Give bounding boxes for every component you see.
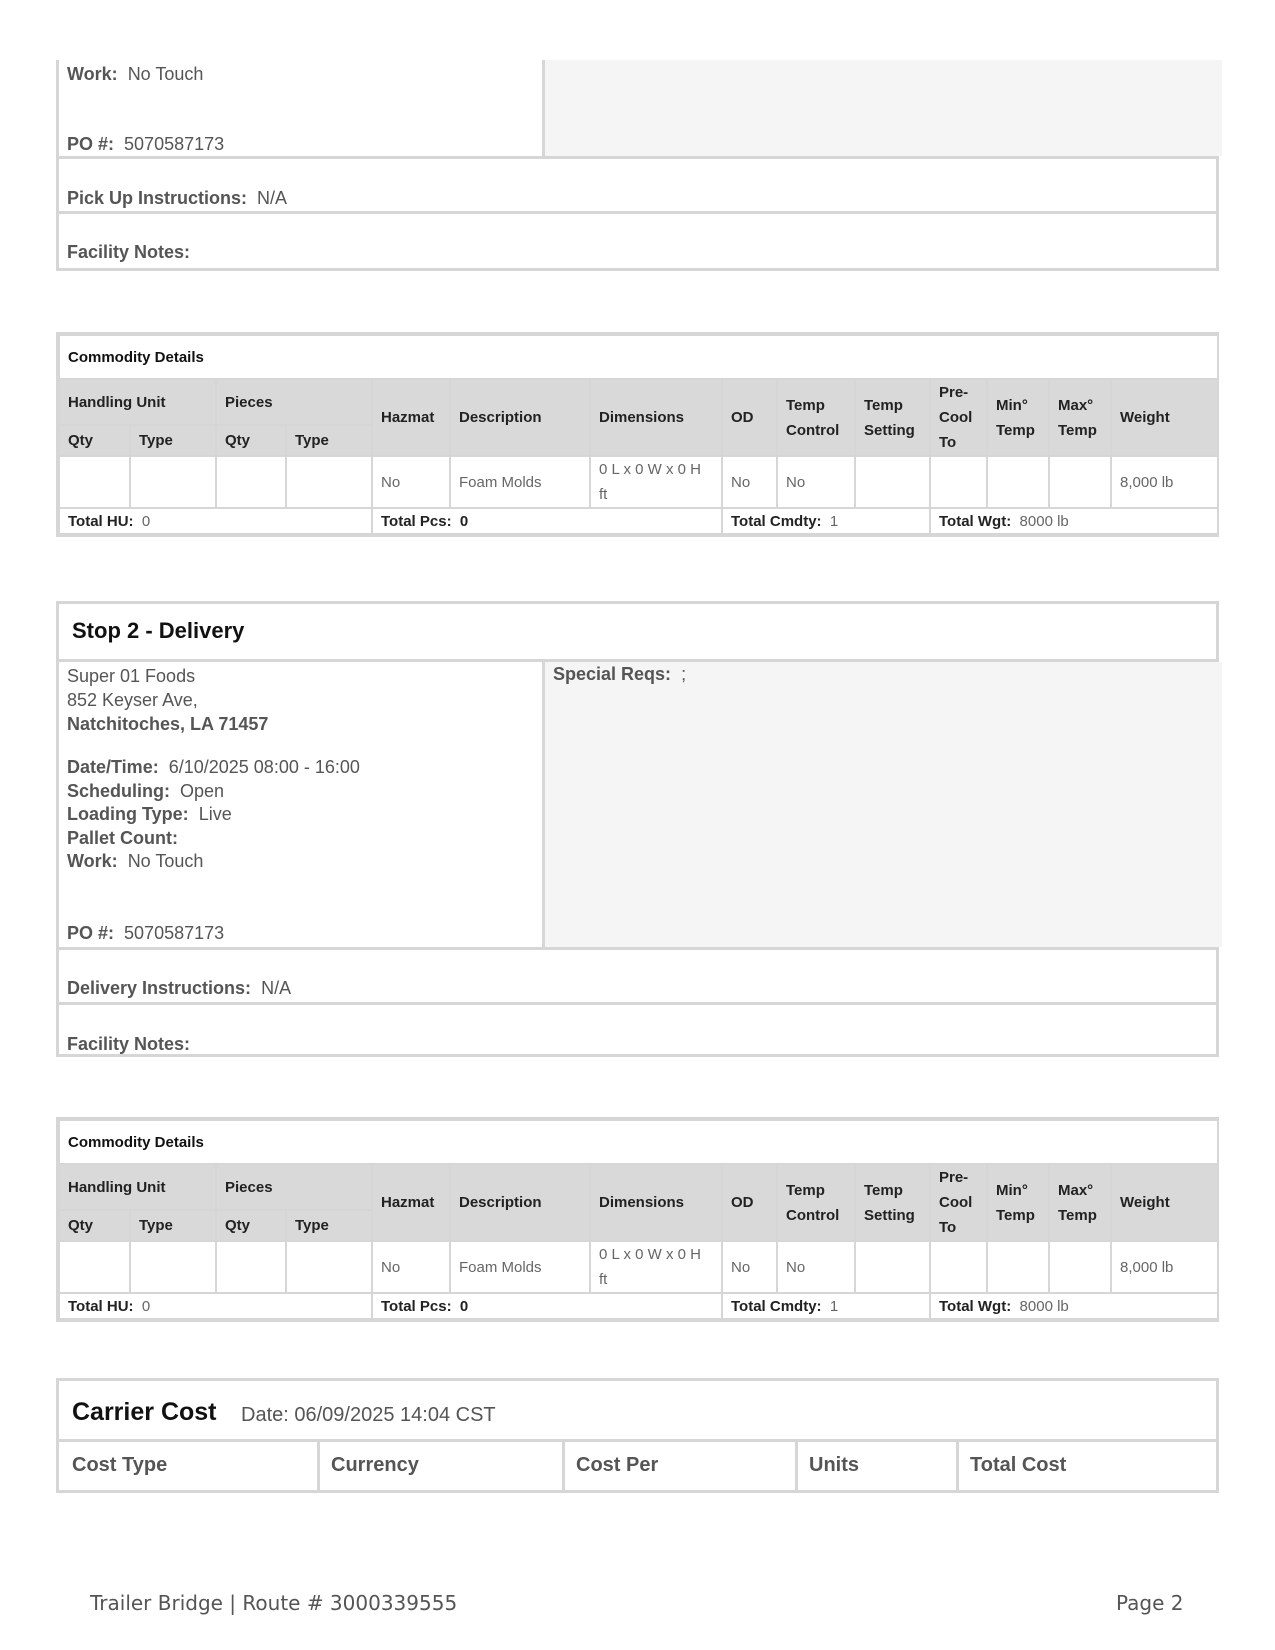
- col-pcs-type: Type: [286, 1210, 372, 1241]
- pickup-instructions: Pick Up Instructions: N/A: [67, 188, 288, 208]
- col-pieces: Pieces: [216, 1164, 372, 1210]
- totals-row: [59, 1293, 1218, 1319]
- col-od: OD: [722, 1164, 777, 1241]
- carrier-cost-title: Carrier Cost: [72, 1398, 217, 1426]
- col-dimensions: Dimensions: [590, 1164, 722, 1241]
- carrier-cost-date: Date: 06/09/2025 14:04 CST: [241, 1404, 496, 1426]
- stop2-po: PO #: 5070587173: [67, 923, 225, 943]
- col-od: OD: [722, 379, 777, 456]
- col-dimensions: Dimensions: [590, 379, 722, 456]
- cell-weight: 8,000 lb: [1111, 456, 1218, 508]
- totals-row: [59, 508, 1218, 534]
- stop1-right-panel: [542, 60, 1222, 156]
- col-hazmat: Hazmat: [372, 1164, 450, 1241]
- total-hu: Total HU: 0: [59, 508, 372, 534]
- stop1-facility-notes: Facility Notes:: [67, 242, 191, 262]
- stop2-details: [67, 756, 360, 874]
- cell-description: Foam Molds: [450, 456, 590, 508]
- cell-hazmat: No: [372, 1241, 450, 1293]
- total-wgt: Total Wgt: 8000 lb: [930, 1293, 1218, 1319]
- col-temp-control: Temp Control: [777, 379, 855, 456]
- cost-col-units: Units: [809, 1454, 859, 1476]
- total-hu: Total HU: 0: [59, 1293, 372, 1319]
- col-description: Description: [450, 1164, 590, 1241]
- stop2-datetime: Date/Time: 6/10/2025 08:00 - 16:00: [67, 757, 360, 777]
- col-weight: Weight: [1111, 379, 1218, 456]
- col-handling-unit: Handling Unit: [59, 1164, 216, 1210]
- cell-od: No: [722, 456, 777, 508]
- stop2-box: [56, 601, 1219, 1057]
- commodity-title: Commodity Details: [59, 1120, 1218, 1164]
- col-hu-qty: Qty: [59, 1210, 130, 1241]
- col-pieces: Pieces: [216, 379, 372, 425]
- total-wgt: Total Wgt: 8000 lb: [930, 508, 1218, 534]
- col-max-temp: Max° Temp: [1049, 379, 1111, 456]
- total-pcs: Total Pcs: 0: [372, 508, 722, 534]
- col-hu-type: Type: [130, 425, 216, 456]
- cost-col-cost-type: Cost Type: [72, 1454, 168, 1476]
- cell-hazmat: No: [372, 456, 450, 508]
- commodity-title: Commodity Details: [59, 335, 1218, 379]
- stop1-po: PO #: 5070587173: [67, 134, 225, 154]
- street-address: 852 Keyser Ave,: [67, 690, 198, 710]
- cell-weight: 8,000 lb: [1111, 1241, 1218, 1293]
- col-min-temp: Min° Temp: [987, 379, 1049, 456]
- cell-dimensions: 0 L x 0 W x 0 H ft: [590, 456, 722, 508]
- facility-name: Super 01 Foods: [67, 666, 196, 686]
- col-max-temp: Max° Temp: [1049, 1164, 1111, 1241]
- stop2-scheduling: Scheduling: Open: [67, 780, 225, 801]
- cost-col-currency: Currency: [331, 1454, 419, 1476]
- total-cmdty: Total Cmdty: 1: [722, 1293, 930, 1319]
- col-hu-type: Type: [130, 1210, 216, 1241]
- commodity-table-1: [56, 332, 1219, 537]
- cell-description: Foam Molds: [450, 1241, 590, 1293]
- col-temp-control: Temp Control: [777, 1164, 855, 1241]
- commodity-table-2: [56, 1117, 1219, 1322]
- cell-od: No: [722, 1241, 777, 1293]
- total-cmdty: Total Cmdty: 1: [722, 508, 930, 534]
- stop2-right-panel: [542, 662, 1222, 947]
- total-pcs: Total Pcs: 0: [372, 1293, 722, 1319]
- col-hu-qty: Qty: [59, 425, 130, 456]
- special-reqs: Special Reqs: ;: [553, 664, 687, 684]
- col-weight: Weight: [1111, 1164, 1218, 1241]
- col-description: Description: [450, 379, 590, 456]
- stop2-address: [67, 664, 268, 736]
- cost-col-cost-per: Cost Per: [576, 1454, 659, 1476]
- footer-route: Trailer Bridge | Route # 3000339555: [90, 1591, 458, 1615]
- cost-col-total-cost: Total Cost: [970, 1454, 1067, 1476]
- stop2-work: Work: No Touch: [67, 851, 204, 871]
- col-precool: Pre-Cool To: [930, 379, 987, 456]
- stop2-loading-type: Loading Type: Live: [67, 804, 232, 824]
- stop1-info-box: [56, 60, 1219, 271]
- col-pcs-qty: Qty: [216, 1210, 286, 1241]
- footer-page-number: Page 2: [1116, 1591, 1184, 1615]
- delivery-instructions: Delivery Instructions: N/A: [67, 978, 292, 998]
- stop2-facility-notes: Facility Notes:: [67, 1034, 191, 1054]
- col-temp-setting: Temp Setting: [855, 379, 930, 456]
- col-pcs-qty: Qty: [216, 425, 286, 456]
- stop2-pallet-count: Pallet Count:: [67, 827, 178, 848]
- col-precool: Pre-Cool To: [930, 1164, 987, 1241]
- col-hazmat: Hazmat: [372, 379, 450, 456]
- stop1-work: Work: No Touch: [67, 64, 204, 84]
- stop2-title: Stop 2 - Delivery: [72, 618, 245, 643]
- table-row: [59, 1241, 1218, 1293]
- carrier-cost-box: [56, 1378, 1219, 1493]
- col-temp-setting: Temp Setting: [855, 1164, 930, 1241]
- col-min-temp: Min° Temp: [987, 1164, 1049, 1241]
- cell-temp-control: No: [777, 456, 855, 508]
- city-state-zip: Natchitoches, LA 71457: [67, 714, 269, 734]
- col-pcs-type: Type: [286, 425, 372, 456]
- cell-temp-control: No: [777, 1241, 855, 1293]
- table-row: [59, 456, 1218, 508]
- cell-dimensions: 0 L x 0 W x 0 H ft: [590, 1241, 722, 1293]
- col-handling-unit: Handling Unit: [59, 379, 216, 425]
